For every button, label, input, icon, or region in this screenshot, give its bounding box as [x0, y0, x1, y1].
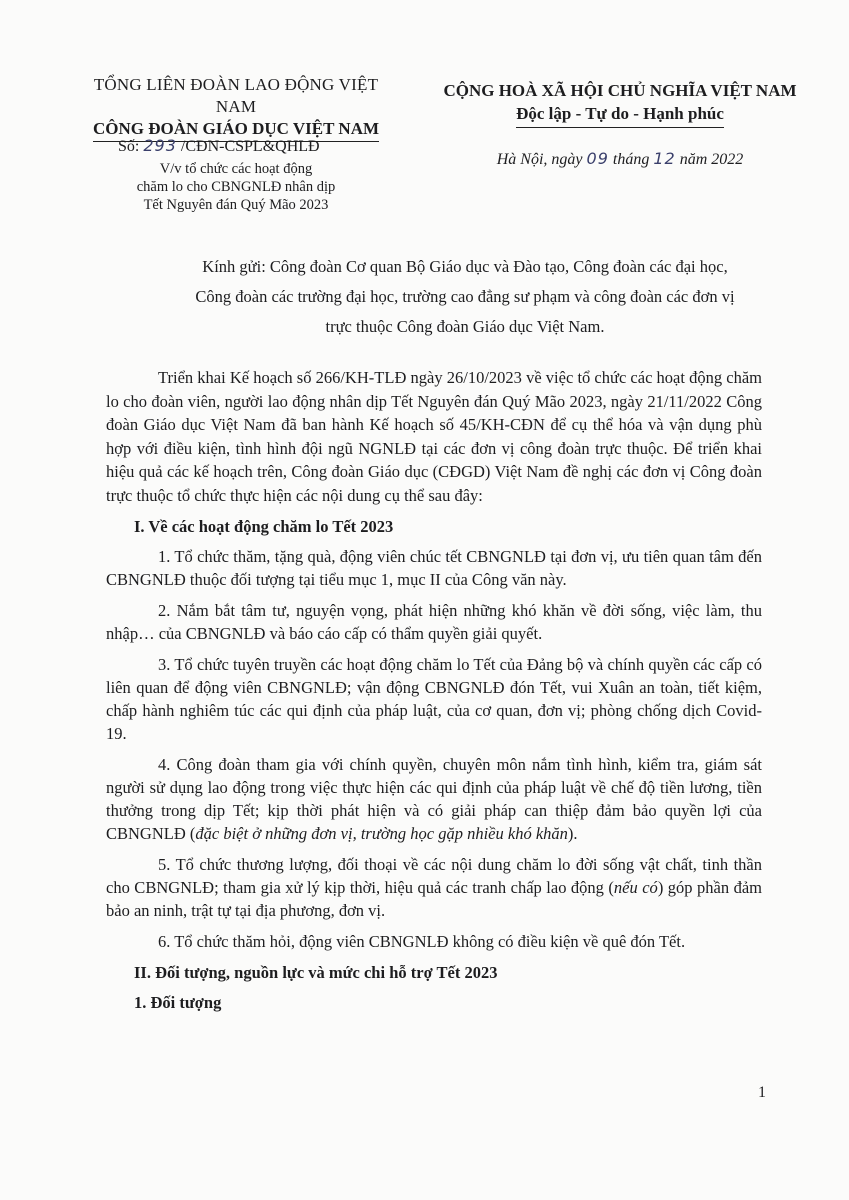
national-motto: Độc lập - Tự do - Hạnh phúc — [516, 102, 724, 128]
subject-line: Tết Nguyên đán Quý Mão 2023 — [143, 197, 329, 213]
document-number-handwritten: 293 — [143, 136, 177, 155]
recipient-line: trực thuộc Công đoàn Giáo dục Việt Nam. — [325, 317, 605, 336]
national-title-block — [430, 80, 810, 128]
date-day-handwritten: 09 — [586, 149, 609, 168]
item-text: 5. Tổ chức thương lượng, đối thoại về các nội dung chăm lo đời sống vật chất, tinh thần cho CBNGNLĐ; tham gia xử lý kịp thời, hiệu quả các tranh chấp lao động ( — [106, 855, 762, 897]
subsection-heading: 1. Đối tượng — [134, 993, 222, 1012]
date-month-handwritten: 12 — [653, 149, 676, 168]
nation-name: CỘNG HOÀ XÃ HỘI CHỦ NGHĨA VIỆT NAM — [443, 81, 797, 100]
list-item — [106, 753, 762, 845]
section-heading: II. Đối tượng, nguồn lực và mức chi hỗ trợ Tết 2023 — [134, 963, 498, 982]
item-text-end: ). — [567, 824, 578, 843]
issuer-block — [76, 74, 396, 142]
intro-paragraph: Triển khai Kế hoạch số 266/KH-TLĐ ngày 26/10/2023 về việc tổ chức các hoạt động chăm lo cho đoàn viên, người lao động nhân dịp Tết Nguyên đán Quý Mão 2023, ngày 21/11/2022 Công đoàn Giáo dục Việt Nam đã ban hành Kế hoạch số 45/KH-CĐN để cụ thể hóa và vận dụng phù hợp với điều kiện, tình hình đội ngũ NGNLĐ tại các đơn vị công đoàn trực thuộc. Để triển khai hiệu quả các kế hoạch trên, Công đoàn Giáo dục (CĐGD) Việt Nam đề nghị các đơn vị Công đoàn trực thuộc tổ chức thực hiện các nội dung cụ thể sau đây: — [106, 368, 762, 505]
date-place: Hà Nội, ngày — [496, 151, 583, 168]
subject-line: V/v tổ chức các hoạt động — [159, 161, 313, 177]
list-item: 1. Tổ chức thăm, tặng quà, động viên chúc tết CBNGNLĐ tại đơn vị, ưu tiên quan tâm đến CBNGNLĐ thuộc đối tượng tại tiểu mục 1, mục II của Công văn này. — [106, 547, 762, 589]
subject-line: chăm lo cho CBNGNLĐ nhân dịp — [136, 179, 336, 195]
recipient-line: Công đoàn các trường đại học, trường cao đẳng sư phạm và công đoàn các đơn vị — [195, 287, 735, 306]
list-item — [106, 853, 762, 922]
page-number: 1 — [758, 1084, 766, 1101]
parent-organization: TỔNG LIÊN ĐOÀN LAO ĐỘNG VIỆT NAM — [93, 75, 379, 116]
recipient-block — [150, 252, 780, 342]
date-line — [430, 148, 810, 171]
item-text-end: ) góp phần đảm bảo an ninh, trật tự tại địa phương, đơn vị. — [106, 878, 763, 920]
document-body — [106, 366, 762, 1021]
list-item: 3. Tổ chức tuyên truyền các hoạt động chăm lo Tết của Đảng bộ và chính quyền các cấp có liên quan để động viên CBNGNLĐ; vận động CBNGNLĐ đón Tết, vui Xuân an toàn, tiết kiệm, chấp hành nghiêm túc các qui định của pháp luật, của cơ quan, đơn vị; phòng chống dịch Covid-19. — [106, 655, 762, 743]
document-number — [118, 135, 320, 158]
document-number-prefix: Số: — [118, 138, 140, 155]
date-month-label: tháng — [612, 151, 650, 168]
item-italic-note: nếu có — [613, 878, 658, 897]
recipient-line: Kính gửi: Công đoàn Cơ quan Bộ Giáo dục và Đào tạo, Công đoàn các đại học, — [202, 257, 728, 276]
issuing-organization: CÔNG ĐOÀN GIÁO DỤC VIỆT NAM — [93, 118, 379, 142]
date-year: năm 2022 — [679, 151, 744, 168]
section-heading: I. Về các hoạt động chăm lo Tết 2023 — [134, 517, 394, 536]
item-italic-note: đặc biệt ở những đơn vị, trường học gặp nhiều khó khăn — [195, 824, 568, 843]
item-text: 4. Công đoàn tham gia với chính quyền, chuyên môn nắm tình hình, kiểm tra, giám sát người sử dụng lao động trong việc thực hiện các qui định của pháp luật về chế độ tiền lương, tiền thưởng trong dịp Tết; kịp thời phát hiện và có giải pháp can thiệp đảm bảo quyền lợi của CBNGNLĐ ( — [106, 755, 762, 843]
list-item: 6. Tổ chức thăm hỏi, động viên CBNGNLĐ không có điều kiện về quê đón Tết. — [158, 932, 686, 951]
list-item: 2. Nắm bắt tâm tư, nguyện vọng, phát hiện những khó khăn về đời sống, việc làm, thu nhập… của CBNGNLĐ và báo cáo cấp có thẩm quyền giải quyết. — [106, 601, 762, 643]
subject-block — [76, 160, 396, 214]
document-number-suffix: /CĐN-CSPL&QHLĐ — [180, 138, 320, 155]
